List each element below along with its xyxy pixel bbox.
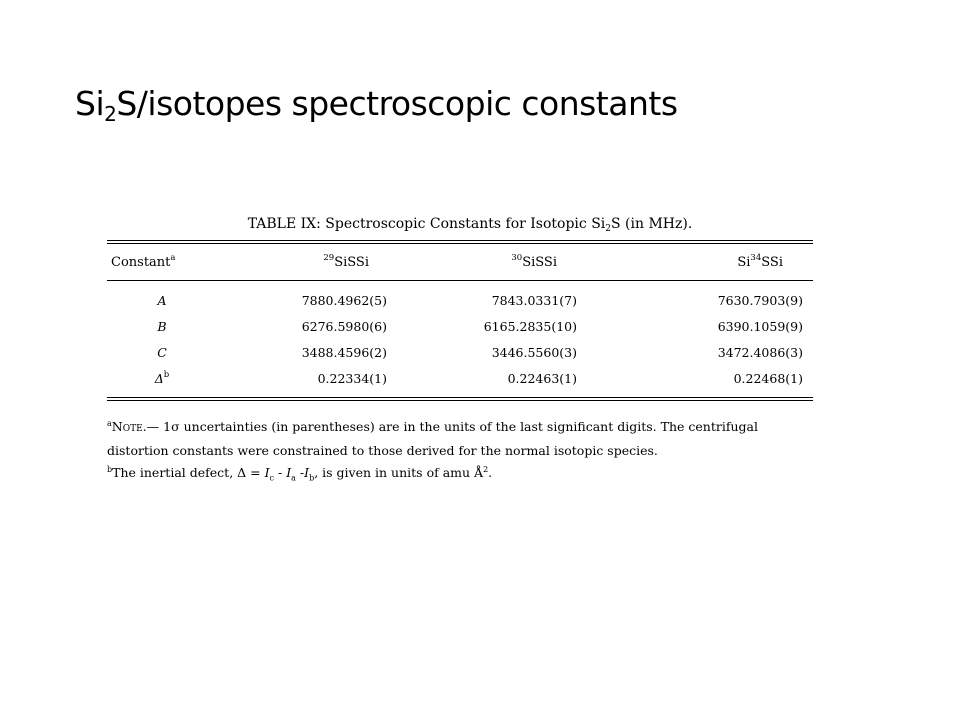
table-row — [107, 365, 813, 397]
value-29sissi: 6276.5980(6) — [301, 318, 387, 334]
value-29sissi: 7880.4962(5) — [301, 292, 387, 308]
header-si34ssi: Si$^{34}$SSi — [737, 252, 783, 270]
value-si34ssi: 6390.1059(9) — [717, 318, 803, 334]
table-header-row — [107, 244, 813, 280]
note-b: $^b$The inertial defect, $\Delta = I_c - I_a$ $-I_b$, is given in units of amu $Å^2$. — [107, 465, 493, 483]
value-29sissi: 3488.4596(2) — [301, 344, 387, 360]
value-si34ssi: 3472.4086(3) — [717, 344, 803, 360]
table-caption: TABLE IX: Spectroscopic Constants for Isotopic $Si_2S$ (in MHz). — [247, 216, 693, 234]
header-30sissi: $^{30}$SiSSi — [511, 252, 557, 270]
note-a-line2: distortion constants were constrained to those derived for the normal isotopic species. — [107, 443, 658, 458]
table-row — [107, 313, 813, 339]
constant-symbol: B — [157, 318, 167, 334]
value-30sissi: 6165.2835(10) — [483, 318, 577, 334]
constants-table — [107, 244, 813, 280]
constant-symbol: $\Delta^b$ — [154, 369, 170, 386]
table-figure — [107, 216, 813, 489]
value-30sissi: 3446.5560(3) — [491, 344, 577, 360]
table-row — [107, 281, 813, 313]
table-notes — [107, 415, 813, 489]
constant-symbol: C — [157, 344, 167, 360]
constants-table-body — [107, 281, 813, 397]
header-29sissi: $^{29}$SiSSi — [323, 252, 369, 270]
table-row — [107, 339, 813, 365]
table-bottom-rule — [107, 397, 813, 401]
constant-symbol: A — [157, 292, 167, 308]
value-30sissi: 7843.0331(7) — [491, 292, 577, 308]
value-si34ssi: 0.22468(1) — [733, 370, 803, 386]
slide-title: $Si_2S$/isotopes spectroscopic constants — [75, 84, 678, 126]
value-30sissi: 0.22463(1) — [507, 370, 577, 386]
value-si34ssi: 7630.7903(9) — [717, 292, 803, 308]
note-a-line1: $^a$Note.— 1σ uncertainties (in parentheses) are in the units of the last significant digits. The centrifugal — [107, 419, 758, 434]
header-constant: Constant$^a$ — [111, 252, 176, 270]
value-29sissi: 0.22334(1) — [317, 370, 387, 386]
